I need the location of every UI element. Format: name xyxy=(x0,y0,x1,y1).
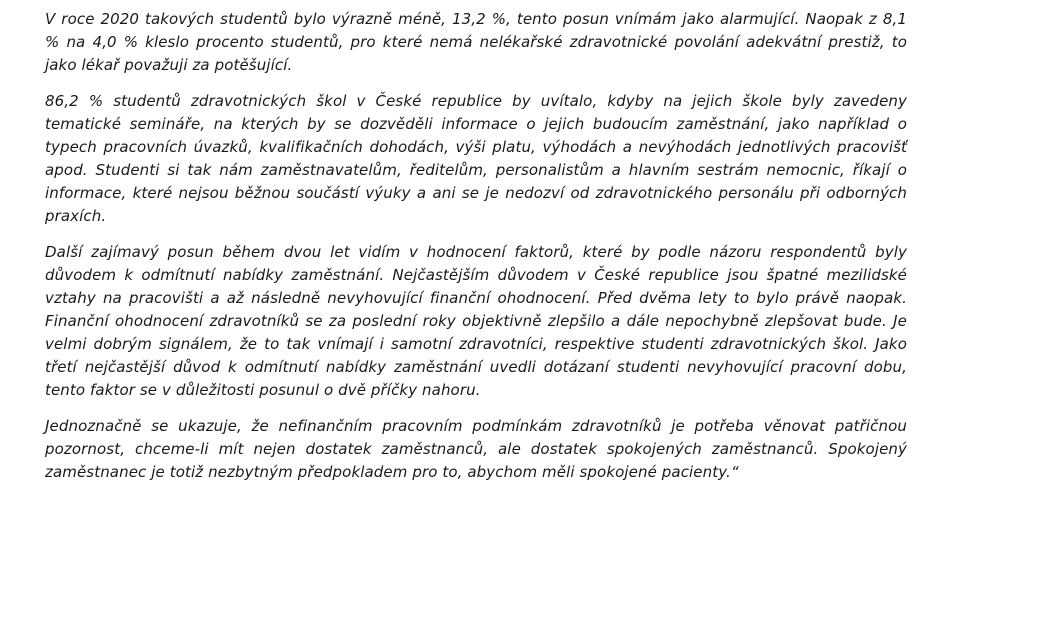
document-body xyxy=(45,8,907,484)
paragraph-seminars: 86,2 % studentů zdravotnických škol v České republice by uvítalo, kdyby na jejich škole byly zavedeny tematické semináře, na kterých by se dozvěděli informace o jejich budoucím zaměstnání, jako například o typech pracovních úvazků, kvalifikačních dohodách, výši platu, výhodách a nevýhodách jednotlivých pracovišť apod. Studenti si tak nám zaměstnavatelům, ředitelům, personalistům a hlavním sestrám nemocnic, říkají o informace, které nejsou běžnou součástí výuky a ani se je nedozví od zdravotnického personálu při odborných praxích. xyxy=(45,92,907,225)
paragraph-rejection-factors: Další zajímavý posun během dvou let vidím v hodnocení faktorů, které by podle názoru respondentů byly důvodem k odmítnutí nabídky zaměstnání. Nejčastějším důvodem v České republice jsou špatné mezilidské vztahy na pracovišti a až následně nevyhovující finanční ohodnocení. Před dvěma lety to bylo právě naopak. Finanční ohodnocení zdravotníků se za poslední roky objektivně zlepšilo a dále nepochybně zlepšovat bude. Je velmi dobrým signálem, že to tak vnímají i samotní zdravotníci, respektive studenti zdravotnických škol. Jako třetí nejčastější důvod k odmítnutí nabídky zaměstnání uvedli dotázaní studenti nevyhovující pracovní dobu, tento faktor se v důležitosti posunul o dvě příčky nahoru. xyxy=(45,243,907,399)
paragraph-conclusion: Jednoznačně se ukazuje, že nefinančním pracovním podmínkám zdravotníků je potřeba věnovat patřičnou pozornost, chceme-li mít nejen dostatek zaměstnanců, ale dostatek spokojených zaměstnanců. Spokojený zaměstnanec je totiž nezbytným předpokladem pro to, abychom měli spokojené pacienty.“ xyxy=(45,417,907,481)
paragraph-2020-students: V roce 2020 takových studentů bylo výrazně méně, 13,2 %, tento posun vnímám jako alarmující. Naopak z 8,1 % na 4,0 % kleslo procento studentů, pro které nemá nelékařské zdravotnické povolání adekvátní prestiž, to jako lékař považuji za potěšující. xyxy=(45,10,907,74)
